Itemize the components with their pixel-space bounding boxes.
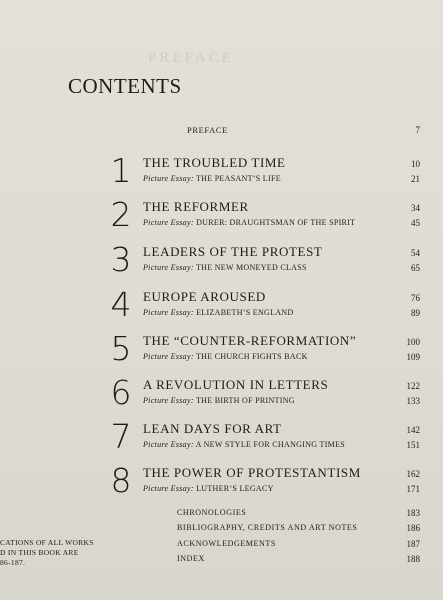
back-matter-entry <box>0 523 443 537</box>
preface-entry-label: PREFACE <box>187 125 228 135</box>
chapter-entry-5 <box>0 329 443 373</box>
margin-note-line: D IN THIS BOOK ARE <box>0 548 79 557</box>
picture-essay-page: 109 <box>406 352 420 362</box>
back-matter-entry <box>0 508 443 522</box>
chapter-title: LEAN DAYS FOR ART <box>143 421 282 436</box>
chapter-entry-3 <box>0 240 443 284</box>
page-title: CONTENTS <box>68 74 182 98</box>
chapter-page: 100 <box>406 337 420 347</box>
picture-essay-page: 133 <box>406 396 420 406</box>
margin-note-line: CATIONS OF ALL WORKS <box>0 538 94 547</box>
back-matter-page: 187 <box>406 539 420 549</box>
chapter-title: THE “COUNTER-REFORMATION” <box>143 333 357 348</box>
picture-essay <box>143 174 281 183</box>
chapter-number: 4 <box>110 285 132 324</box>
chapter-page: 54 <box>411 248 420 258</box>
picture-essay-title: ELIZABETH’S ENGLAND <box>196 308 294 317</box>
back-matter-page: 186 <box>406 523 420 533</box>
chapter-entry-6 <box>0 373 443 417</box>
back-matter-page: 183 <box>406 508 420 518</box>
picture-essay-title: THE BIRTH OF PRINTING <box>195 396 295 405</box>
chapter-number: 3 <box>110 240 132 279</box>
show-through-heading: PREFACE <box>148 50 234 66</box>
chapter-entry-1 <box>0 151 443 195</box>
picture-essay-page: 65 <box>411 263 420 273</box>
picture-essay-prefix: Picture Essay: <box>143 308 194 317</box>
chapter-title: THE POWER OF PROTESTANTISM <box>143 465 361 480</box>
chapter-title: EUROPE AROUSED <box>143 289 266 304</box>
back-matter-page: 188 <box>406 554 420 564</box>
margin-note-line: 86-187. <box>0 558 26 567</box>
picture-essay-prefix: Picture Essay: <box>143 440 194 449</box>
chapter-entry-7 <box>0 417 443 461</box>
picture-essay <box>143 352 308 361</box>
back-matter-label: INDEX <box>177 554 205 563</box>
picture-essay-page: 45 <box>411 218 420 228</box>
chapter-number: 1 <box>110 151 132 190</box>
picture-essay <box>143 396 295 405</box>
chapter-page: 162 <box>406 469 420 479</box>
picture-essay-prefix: Picture Essay: <box>143 484 194 493</box>
picture-essay-prefix: Picture Essay: <box>143 263 194 272</box>
picture-essay-prefix: Picture Essay: <box>143 396 194 405</box>
picture-essay <box>143 263 307 272</box>
chapter-number: 2 <box>110 195 132 234</box>
picture-essay-title: DURER: DRAUGHTSMAN OF THE SPIRIT <box>196 218 356 227</box>
chapter-number: 7 <box>110 417 132 456</box>
picture-essay-title: LUTHER’S LEGACY <box>196 484 274 493</box>
picture-essay-prefix: Picture Essay: <box>143 174 194 183</box>
chapter-title: THE REFORMER <box>143 199 249 214</box>
picture-essay <box>143 484 274 493</box>
picture-essay-page: 151 <box>406 440 420 450</box>
picture-essay-title: THE NEW MONEYED CLASS <box>195 263 307 272</box>
chapter-page: 10 <box>411 159 420 169</box>
picture-essay-title: A NEW STYLE FOR CHANGING TIMES <box>195 440 346 449</box>
preface-entry-page: 7 <box>415 125 420 135</box>
picture-essay-page: 21 <box>411 174 420 184</box>
picture-essay <box>143 218 355 227</box>
chapter-page: 142 <box>406 425 420 435</box>
chapter-number: 5 <box>110 329 132 368</box>
picture-essay-prefix: Picture Essay: <box>143 218 194 227</box>
picture-essay-prefix: Picture Essay: <box>143 352 194 361</box>
back-matter-label: BIBLIOGRAPHY, CREDITS AND ART NOTES <box>177 523 358 532</box>
back-matter-label: CHRONOLOGIES <box>177 508 247 517</box>
chapter-entry-4 <box>0 285 443 329</box>
chapter-page: 76 <box>411 293 420 303</box>
chapter-title: LEADERS OF THE PROTEST <box>143 244 323 259</box>
picture-essay-page: 89 <box>411 308 420 318</box>
picture-essay <box>143 440 345 449</box>
chapter-entry-2 <box>0 195 443 239</box>
picture-essay <box>143 308 294 317</box>
chapter-page: 34 <box>411 203 420 213</box>
chapter-entry-8 <box>0 461 443 505</box>
back-matter-label: ACKNOWLEDGEMENTS <box>177 539 276 548</box>
chapter-title: A REVOLUTION IN LETTERS <box>143 377 329 392</box>
margin-note <box>0 538 100 568</box>
picture-essay-title: THE CHURCH FIGHTS BACK <box>195 352 308 361</box>
chapter-title: THE TROUBLED TIME <box>143 155 286 170</box>
chapter-number: 6 <box>110 373 132 412</box>
chapter-page: 122 <box>406 381 420 391</box>
chapter-number: 8 <box>110 461 132 500</box>
picture-essay-page: 171 <box>406 484 420 494</box>
picture-essay-title: THE PEASANT’S LIFE <box>195 174 281 183</box>
